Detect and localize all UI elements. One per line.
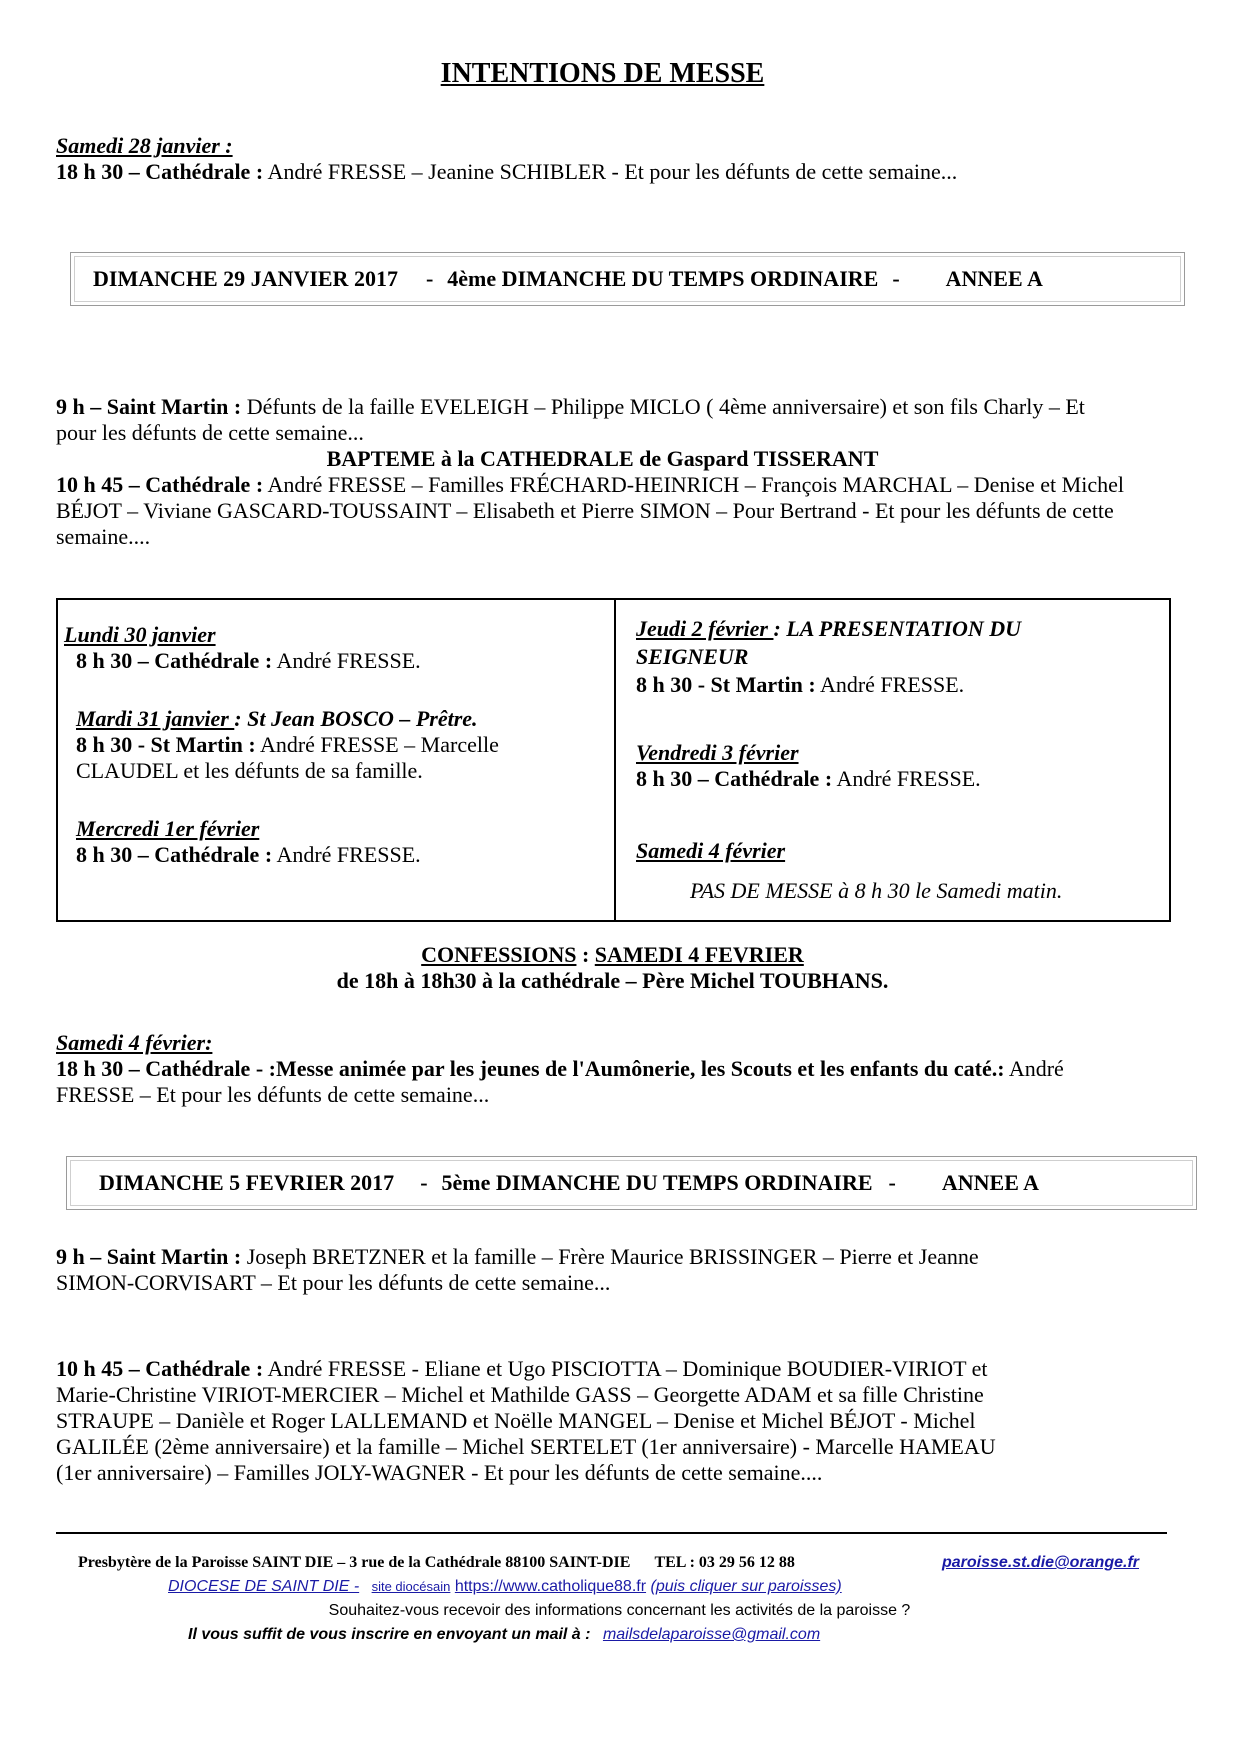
signup-text: Il vous suffit de vous inscrire en envoyant un mail à : <box>188 1626 591 1643</box>
mass-intentions-continued: SIMON-CORVISART – Et pour les défunts de cette semaine... <box>56 1270 611 1295</box>
day-label: Samedi 4 février <box>636 838 786 863</box>
mass-entry-sun29-10h45 <box>56 472 1124 498</box>
parish-phone: TEL : 03 29 56 12 88 <box>654 1554 795 1571</box>
day-label: Mardi 31 janvier <box>76 706 235 731</box>
mass-intentions: André FRESSE. <box>832 766 981 791</box>
mass-intentions: André FRESSE – Marcelle <box>255 732 499 757</box>
footer-diocese-line <box>168 1578 842 1596</box>
day-heading-thu2 <box>636 616 1021 642</box>
diocese-site-link[interactable]: https://www.catholique88.fr <box>454 1578 647 1595</box>
mass-entry-fri3 <box>636 766 981 792</box>
footer-contact-line <box>78 1554 795 1572</box>
feast-label: : St Jean BOSCO – Prêtre. <box>234 706 478 731</box>
mass-intentions-continued: FRESSE – Et pour les défunts de cette semaine... <box>56 1082 490 1107</box>
mass-entry-tue31 <box>76 732 499 758</box>
day-label: Lundi 30 janvier <box>64 622 216 647</box>
mass-intentions-continued: GALILÉE (2ème anniversaire) et la famille – Michel SERTELET (1er anniversaire) - Marcelle HAMEAU <box>56 1434 996 1459</box>
mass-intentions: André <box>1004 1056 1064 1081</box>
mass-intentions-continued: pour les défunts de cette semaine... <box>56 420 364 445</box>
confessions-date: SAMEDI 4 FEVRIER <box>594 942 804 967</box>
mass-intentions: Joseph BRETZNER et la famille – Frère Maurice BRISSINGER – Pierre et Jeanne <box>241 1244 979 1269</box>
site-hint: (puis cliquer sur paroisses) <box>650 1578 842 1595</box>
mass-entry-mon30 <box>76 648 421 674</box>
footer-divider <box>56 1532 1167 1534</box>
banner-date: DIMANCHE 5 FEVRIER 2017 <box>99 1170 395 1195</box>
day-label: Mercredi 1er février <box>76 816 260 841</box>
mass-entry-thu2 <box>636 672 964 698</box>
page-title: INTENTIONS DE MESSE <box>440 58 765 89</box>
mass-time-place: 18 h 30 – Cathédrale : <box>56 159 264 184</box>
mass-entry-sat28 <box>56 159 957 185</box>
mass-intentions: André FRESSE – Jeanine SCHIBLER - Et pour les défunts de cette semaine... <box>263 159 958 184</box>
newsletter-signup-line <box>188 1626 820 1644</box>
mass-time-place: 8 h 30 – Cathédrale : <box>76 648 273 673</box>
mass-time-place: 8 h 30 - St Martin : <box>636 672 816 697</box>
sunday-banner-jan29 <box>70 252 1185 306</box>
newsletter-question: Souhaitez-vous recevoir des informations concernant les activités de la paroisse ? <box>328 1602 911 1619</box>
mass-intentions-continued: CLAUDEL et les défunts de sa famille. <box>76 758 423 783</box>
banner-liturgical-year: ANNEE A <box>945 266 1043 291</box>
mass-entry-sun5-10h45 <box>56 1356 988 1382</box>
mass-entry-wed1 <box>76 842 421 868</box>
day-heading-fri3 <box>636 740 799 766</box>
mass-intentions-continued: STRAUPE – Danièle et Roger LALLEMAND et Noëlle MANGEL – Denise et Michel BÉJOT - Michel <box>56 1408 976 1433</box>
mass-intentions-continued: (1er anniversaire) – Familles JOLY-WAGNER - Et pour les défunts de cette semaine.... <box>56 1460 823 1485</box>
newsletter-email-link[interactable]: mailsdelaparoisse@gmail.com <box>602 1626 821 1643</box>
day-heading-sat4 <box>56 1030 212 1056</box>
mass-intentions-continued: BÉJOT – Viviane GASCARD-TOUSSAINT – Elisabeth et Pierre SIMON – Pour Bertrand - Et pour les défunts de cette <box>56 498 1114 523</box>
banner-liturgical-sunday: 4ème DIMANCHE DU TEMPS ORDINAIRE <box>447 266 879 291</box>
mass-time-place: 18 h 30 – Cathédrale - :Messe animée par les jeunes de l'Aumônerie, les Scouts et les enfants du caté.: <box>56 1056 1005 1081</box>
table-column-divider <box>614 598 616 920</box>
mass-time-place: 8 h 30 - St Martin : <box>76 732 256 757</box>
mass-intentions: André FRESSE – Familles FRÉCHARD-HEINRICH – François MARCHAL – Denise et Michel <box>263 472 1124 497</box>
mass-time-place: 8 h 30 – Cathédrale : <box>76 842 273 867</box>
banner-separator: - <box>892 266 900 291</box>
mass-time-place: 10 h 45 – Cathédrale : <box>56 1356 264 1381</box>
mass-intentions-continued: Marie-Christine VIRIOT-MERCIER – Michel et Mathilde GASS – Georgette ADAM et sa fille Christine <box>56 1382 984 1407</box>
banner-date: DIMANCHE 29 JANVIER 2017 <box>93 266 398 291</box>
day-label: Samedi 28 janvier : <box>56 133 233 158</box>
sunday-banner-feb5 <box>66 1156 1197 1210</box>
mass-intentions: André FRESSE. <box>272 842 421 867</box>
confessions-colon: : <box>576 942 595 967</box>
confessions-label: CONFESSIONS <box>421 942 577 967</box>
mass-intentions: Défunts de la faille EVELEIGH – Philippe MICLO ( 4ème anniversaire) et son fils Charly – Et <box>241 394 1085 419</box>
banner-separator: - <box>425 266 434 291</box>
no-mass-notice: PAS DE MESSE à 8 h 30 le Samedi matin. <box>690 878 1063 903</box>
banner-separator: - <box>888 1170 896 1195</box>
mass-entry-sun5-9h <box>56 1244 979 1270</box>
banner-liturgical-year: ANNEE A <box>941 1170 1040 1195</box>
diocese-link[interactable]: DIOCESE DE SAINT DIE - <box>168 1578 360 1595</box>
day-heading-mon30 <box>64 622 216 648</box>
baptism-notice: BAPTEME à la CATHEDRALE de Gaspard TISSERANT <box>326 446 879 471</box>
mass-entry-sun29-9h <box>56 394 1085 420</box>
day-label: Samedi 4 février: <box>56 1030 213 1055</box>
day-heading-sat28 <box>56 133 233 159</box>
confessions-heading <box>0 942 1225 968</box>
feast-label-continued: SEIGNEUR <box>636 644 749 669</box>
mass-time-place: 10 h 45 – Cathédrale : <box>56 472 264 497</box>
banner-liturgical-sunday: 5ème DIMANCHE DU TEMPS ORDINAIRE <box>441 1170 873 1195</box>
day-label: Vendredi 3 février <box>636 740 799 765</box>
parish-email-link[interactable]: paroisse.st.die@orange.fr <box>942 1554 1139 1571</box>
mass-time-place: 9 h – Saint Martin : <box>56 394 242 419</box>
mass-intentions: André FRESSE. <box>272 648 421 673</box>
day-heading-tue31 <box>76 706 478 732</box>
mass-time-place: 8 h 30 – Cathédrale : <box>636 766 833 791</box>
day-heading-sat4-week <box>636 838 785 864</box>
feast-label: : LA PRESENTATION DU <box>773 616 1022 641</box>
day-label: Jeudi 2 février <box>636 616 774 641</box>
mass-intentions: André FRESSE - Eliane et Ugo PISCIOTTA – Dominique BOUDIER-VIRIOT et <box>263 1356 988 1381</box>
site-label: site diocésain <box>371 1579 451 1594</box>
banner-separator: - <box>420 1170 428 1195</box>
mass-entry-sat4 <box>56 1056 1064 1082</box>
parish-address: Presbytère de la Paroisse SAINT DIE – 3 rue de la Cathédrale 88100 SAINT-DIE <box>78 1554 631 1571</box>
mass-time-place: 9 h – Saint Martin : <box>56 1244 242 1269</box>
day-heading-wed1 <box>76 816 259 842</box>
mass-intentions-continued: semaine.... <box>56 524 151 549</box>
mass-intentions: André FRESSE. <box>815 672 965 697</box>
confessions-details: de 18h à 18h30 à la cathédrale – Père Michel TOUBHANS. <box>336 968 889 993</box>
